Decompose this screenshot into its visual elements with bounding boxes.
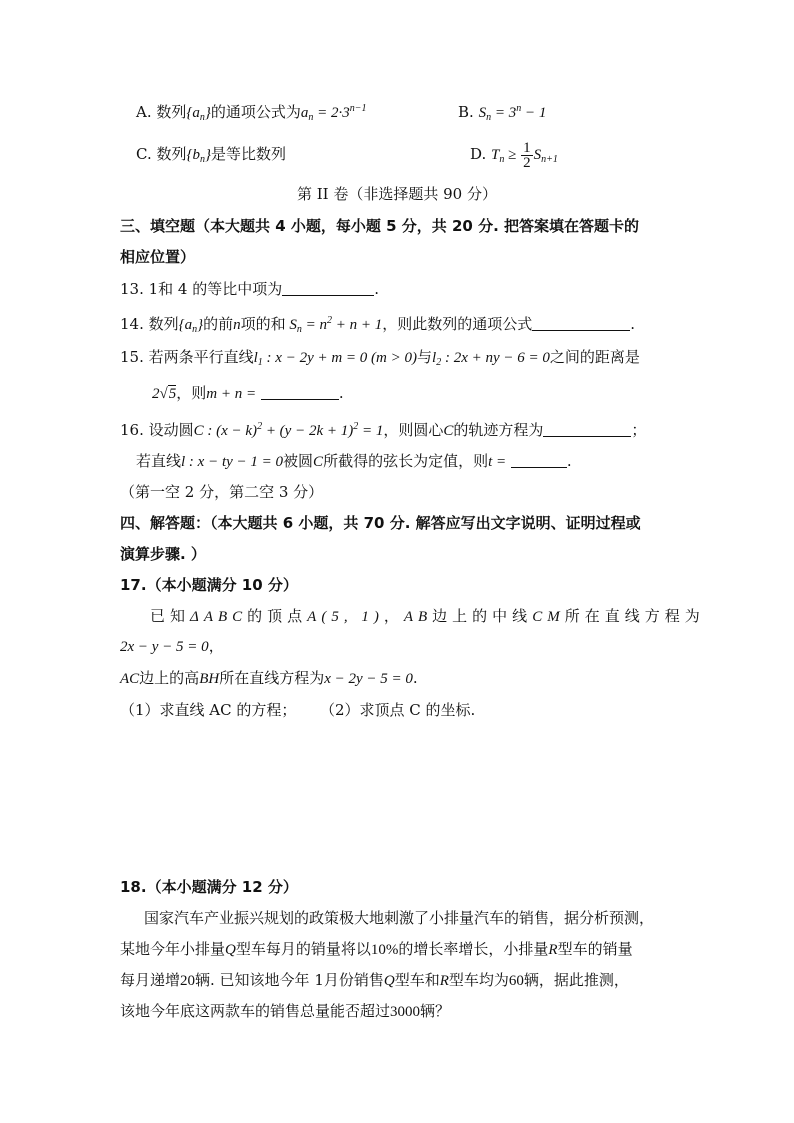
question-18-line1: 国家汽车产业振兴规划的政策极大地刺激了小排量汽车的销售，据分析预测， (144, 909, 655, 927)
q18-line4-pre: 该地今年底这两款车的销售总量能否超过 (120, 1002, 391, 1020)
q17-line3-tail: . (412, 669, 418, 687)
option-a-text2: 的通项公式为 (210, 103, 301, 121)
q16-pre: 16. 设动圆 (120, 421, 194, 439)
q14-tail: . (630, 315, 636, 333)
option-b-formula: $S_n = 3^n - 1$ (478, 103, 547, 123)
q14-seq: $\{a_n\}$ (178, 317, 204, 335)
question-17-line3 (120, 667, 418, 690)
q18-r2: R (439, 973, 449, 989)
q15-tail: . (338, 384, 344, 402)
q17-altitude-eq: x − 2y − 5 = 0 (324, 671, 413, 687)
q15-mid: 与 (417, 348, 433, 366)
question-16-cont (136, 450, 572, 473)
option-a-formula: $a_n = 2\cdot 3^{n-1}$ (300, 103, 367, 123)
question-15 (120, 346, 640, 374)
q15-distance: 2√5 (152, 386, 177, 402)
q17-post: 所在直线方程为 (564, 607, 705, 625)
q14-mid1: 的前 (203, 315, 234, 333)
option-d-formula: $T_n$ ≥ $\frac{1}{2}$ $S_{n+1}$ (491, 140, 558, 172)
q14-mid2: 项的和 (240, 315, 286, 333)
option-a-text: 数列 (156, 103, 187, 121)
q17-bh: BH (199, 671, 220, 687)
q18-line2-pre: 某地今年小排量 (120, 940, 226, 958)
q18-n3000: 3000 (390, 1004, 421, 1020)
q14-formula: $S_n = n^2 + n + 1$ (289, 315, 383, 335)
option-a (136, 98, 367, 129)
q16-tail: ； (631, 421, 647, 439)
q16-t: t = (488, 454, 507, 470)
option-b-letter: B. (458, 103, 474, 121)
question-15-cont (152, 382, 344, 405)
q17-line3-mid: 边上的高 (139, 669, 200, 687)
section3-heading-cont: 相应位置） (120, 248, 196, 266)
q15-then: ，则 (176, 384, 207, 402)
q18-r: R (548, 942, 558, 958)
q17-mid3: 边上的中线 (432, 607, 533, 625)
q18-n20: 20 (180, 973, 196, 989)
q17-line2-tail: ， (208, 637, 224, 655)
q18-line2-mid: 型车每月的销量将以 (235, 940, 371, 958)
q16-line2-pre: 若直线 (136, 452, 182, 470)
section3-heading: 三、填空题（本大题共 4 小题，每小题 5 分，共 20 分. 把答案填在答题卡的 (120, 217, 640, 235)
q15-post: 之间的距离是 (549, 348, 640, 366)
q18-line3-mid2: 型车和 (394, 971, 440, 989)
section4-heading: 四、解答题：（本大题共 6 小题，共 70 分. 解答应写出文字说明、证明过程或 (120, 514, 641, 532)
question-16 (120, 416, 646, 442)
question-18-title: 18.（本小题满分 12 分） (120, 878, 298, 896)
option-d-letter: D. (470, 145, 487, 163)
section4-heading-cont: 演算步骤. ） (120, 545, 206, 563)
option-d (470, 136, 558, 178)
question-14 (120, 310, 635, 341)
q15-expr: m + n = (206, 386, 257, 402)
q17-mid: 的顶点 (247, 607, 308, 625)
q16-circle: C : $(x - k)^2 + (y - 2k + 1)^2 = 1$ (193, 421, 384, 439)
q15-line2: $l_2$ : 2x + ny − 6 = 0 (432, 350, 550, 368)
option-a-letter: A. (136, 103, 152, 121)
q17-triangle: ΔABC (190, 609, 248, 625)
q16-center: C (443, 423, 454, 439)
q18-q: Q (225, 942, 236, 958)
q13-tail: . (374, 280, 380, 298)
q16-post2: 的轨迹方程为 (453, 421, 544, 439)
option-c-seq: $\{b_n\}$ (186, 147, 212, 165)
volume-title: 第 II 卷（非选择题共 90 分） (296, 185, 497, 203)
q18-line4-post: 辆？ (420, 1002, 451, 1020)
q14-n: n (233, 317, 241, 333)
q16-note: （第一空 2 分，第二空 3 分） (120, 483, 324, 501)
option-d-fraction: $\frac{1}{2}$ (523, 140, 531, 172)
option-a-seq: $\{a_n\}$ (186, 105, 211, 123)
q17-comma: ， (383, 607, 404, 625)
q15-pre: 15. 若两条平行直线 (120, 348, 254, 366)
q16-line-eq: l : x − ty − 1 = 0 (181, 454, 284, 470)
q14-answer-blank[interactable] (532, 316, 630, 331)
q17-part2: （2）求顶点 C 的坐标. (319, 701, 476, 719)
question-17-line2 (120, 635, 224, 658)
q15-line1: $l_1$ : x − 2y + m = 0 (m > 0) (253, 350, 418, 368)
question-13 (120, 278, 379, 300)
q18-line2-mid2: 的增长率增长，小排量 (398, 940, 549, 958)
option-c-text: 数列 (156, 145, 187, 163)
q13-text: 13. 1和 4 的等比中项为 (120, 280, 283, 298)
q13-answer-blank[interactable] (282, 281, 374, 296)
q18-line3-pre: 每月递增 (120, 971, 181, 989)
question-18-line4 (120, 1000, 450, 1023)
q17-ac: AC (120, 671, 140, 687)
q18-percent: 10% (370, 942, 399, 958)
q18-line3-mid: 辆. 已知该地今年 1月份销售 (195, 971, 384, 989)
question-18-line2 (120, 938, 633, 961)
q14-pre: 14. 数列 (120, 315, 179, 333)
option-b (458, 98, 546, 129)
q18-line2-post: 型车的销量 (557, 940, 633, 958)
question-17-subparts (120, 699, 475, 721)
q16-answer-blank-1[interactable] (543, 422, 631, 437)
q14-post: ，则此数列的通项公式 (382, 315, 533, 333)
q17-point-a: A(5, 1) (307, 609, 384, 625)
q17-line3-post: 所在直线方程为 (219, 669, 325, 687)
q17-ab: AB (403, 609, 433, 625)
question-18-line3 (120, 969, 629, 992)
q16-line2-tail: . (566, 452, 572, 470)
q17-part1: （1）求直线 AC 的方程； (120, 701, 297, 719)
q18-line3-mid3: 型车均为 (448, 971, 509, 989)
q18-q2: Q (383, 973, 395, 989)
q17-pre: 已知 (150, 607, 191, 625)
q16-line2-post: 所截得的弦长为定值，则 (323, 452, 489, 470)
question-17-title: 17.（本小题满分 10 分） (120, 576, 298, 594)
q16-circle-c: C (313, 454, 324, 470)
q18-n60: 60 (508, 973, 524, 989)
q17-cm: CM (532, 609, 565, 625)
q16-line2-mid: 被圆 (283, 452, 314, 470)
option-c-text2: 是等比数列 (211, 145, 287, 163)
question-17-line1 (150, 605, 705, 628)
option-c (136, 143, 286, 171)
q16-post: ，则圆心 (383, 421, 444, 439)
option-c-letter: C. (136, 145, 152, 163)
q15-answer-blank[interactable] (261, 385, 339, 400)
q17-median-eq: 2x − y − 5 = 0 (120, 639, 209, 655)
q16-answer-blank-2[interactable] (511, 453, 567, 468)
q18-line3-post: 辆，据此推测， (523, 971, 629, 989)
